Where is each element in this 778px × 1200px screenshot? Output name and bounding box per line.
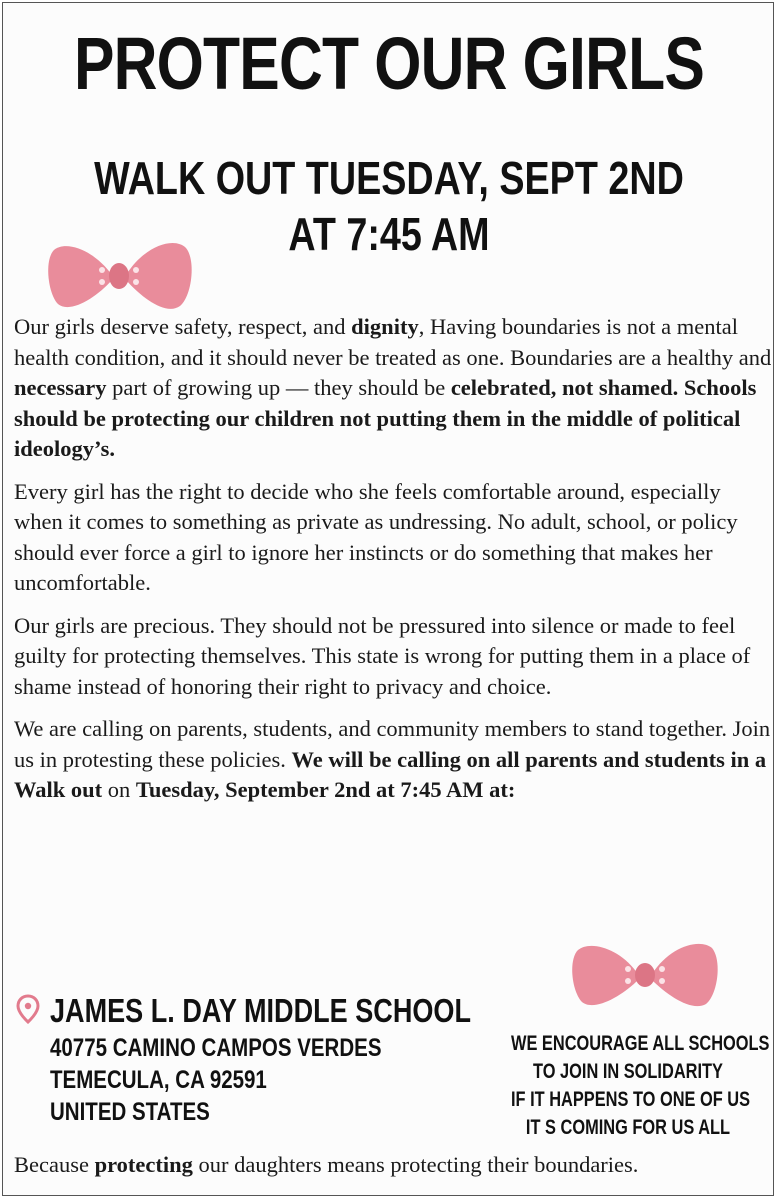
- flyer-body: [14, 312, 774, 818]
- address-city: TEMECULA, CA 92591: [50, 1066, 267, 1094]
- p1-text-a: Our girls deserve safety, respect, and: [14, 314, 352, 339]
- p1-bold-necessary: necessary: [14, 375, 107, 400]
- paragraph-3: Our girls are precious. They should not be pressured into silence or made to feel guilty for protecting themselves. This state is wrong for putting them in a place of shame instead of honoring their right to privacy and choice.: [14, 612, 751, 699]
- solidarity-line-4: IT S COMING FOR US ALL: [525, 1116, 731, 1139]
- footer-text-a: Because: [14, 1152, 95, 1177]
- bow-icon: [46, 236, 192, 314]
- p1-bold-dignity: dignity: [351, 314, 419, 339]
- p1-bold-closing: celebrated, not shamed. Schools should be protecting our children not putting them in the middle of political ideology’s.: [14, 375, 757, 461]
- school-address: [50, 990, 471, 1128]
- p4-bold-date: Tuesday, September 2nd at 7:45 AM at:: [135, 777, 516, 802]
- paragraph-4: [14, 714, 774, 806]
- flyer-title: PROTECT OUR GIRLS: [74, 22, 704, 105]
- solidarity-line-1: WE ENCOURAGE ALL SCHOOLS: [511, 1032, 770, 1055]
- solidarity-line-2: TO JOIN IN SOLIDARITY: [533, 1060, 723, 1083]
- paragraph-2: Every girl has the right to decide who she feels comfortable around, especially when it comes to something as private as undressing. No adult, school, or policy should ever force a girl to ignore her instincts or do something that makes her uncomfortable.: [14, 478, 738, 595]
- p1-text-c: , Having boundaries is not a mental health condition, and it should never be treated as one. Boundaries are a healthy and: [14, 314, 772, 370]
- p1-text-e: part of growing up — they should be: [106, 375, 451, 400]
- subtitle-date: WALK OUT TUESDAY, SEPT 2ND: [94, 152, 684, 204]
- school-name: JAMES L. DAY MIDDLE SCHOOL: [50, 992, 471, 1029]
- solidarity-message: [511, 1030, 770, 1142]
- footer-bold: protecting: [94, 1152, 193, 1177]
- paragraph-1: [14, 312, 774, 465]
- solidarity-line-3: IF IT HAPPENS TO ONE OF US: [511, 1088, 751, 1111]
- footer-tagline: [14, 1150, 778, 1180]
- location-pin-icon: [16, 994, 40, 1024]
- footer-text-c: our daughters means protecting their boundaries.: [192, 1152, 639, 1177]
- p4-text-a: We are calling on parents, students, and community members to stand together. Join us in protesting these policies.: [14, 716, 771, 772]
- p4-bold-walkout: We will be calling on all parents and students in a Walk out: [14, 746, 767, 802]
- bow-icon: [570, 938, 720, 1010]
- subtitle-time: AT 7:45 AM: [288, 208, 490, 260]
- p4-text-c: on: [102, 777, 136, 802]
- address-street: 40775 CAMINO CAMPOS VERDES: [50, 1034, 382, 1062]
- address-country: UNITED STATES: [50, 1098, 210, 1126]
